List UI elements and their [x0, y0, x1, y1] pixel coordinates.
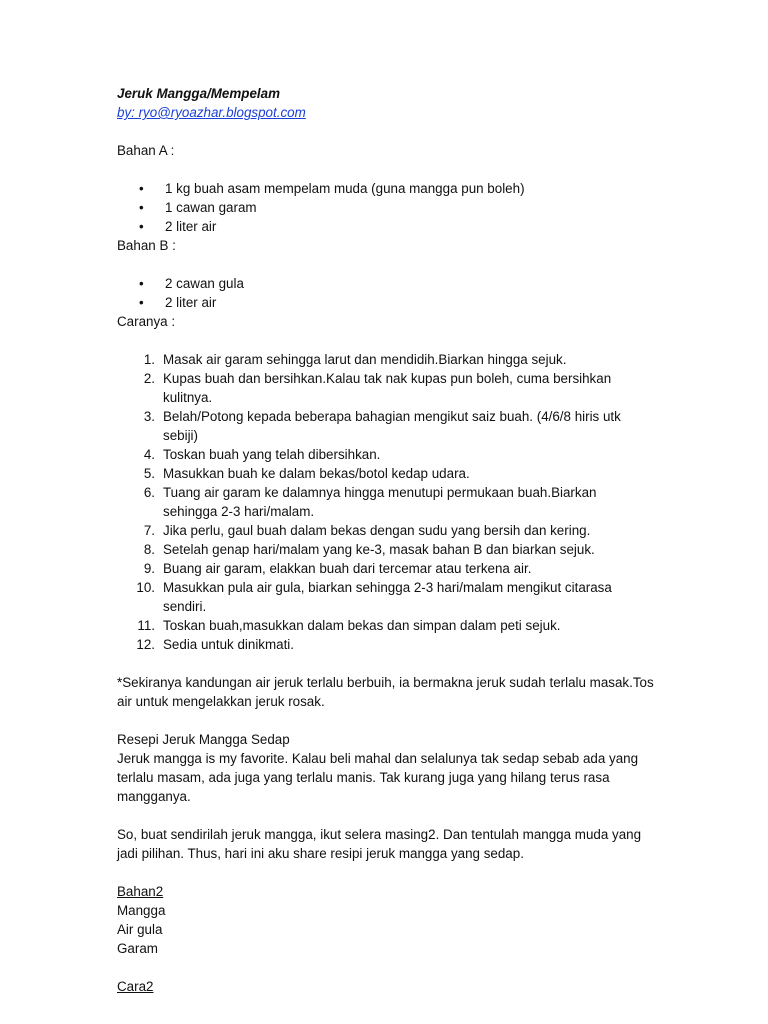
bahan2-item: Mangga [117, 903, 166, 918]
step-item: 10. Masukkan pula air gula, biarkan sehingga 2-3 hari/malam mengikut citarasa sendiri. [136, 580, 612, 614]
bullet-icon: • [139, 181, 144, 196]
resepi-paragraph-2: So, buat sendirilah jeruk mangga, ikut selera masing2. Dan tentulah mangga muda yang jadi pilihan. Thus, hari ini aku share resipi jeruk mangga yang sedap. [117, 827, 642, 861]
bahan-b-label: Bahan B : [117, 238, 176, 253]
list-item: • 2 liter air [139, 295, 217, 310]
resepi-paragraph-1: Jeruk mangga is my favorite. Kalau beli mahal dan selalunya tak sedap sebab ada yang terlalu masam, ada juga yang terlalu manis. Tak kurang juga yang hilang terus rasa mangganya. [117, 751, 639, 804]
note-paragraph: *Sekiranya kandungan air jeruk terlalu berbuih, ia bermakna jeruk sudah terlalu masak.Tos air untuk mengelakkan jeruk rosak. [117, 675, 654, 709]
bullet-icon: • [139, 200, 144, 215]
author-link[interactable]: by: ryo@ryoazhar.blogspot.com [117, 105, 306, 120]
resepi-heading: Resepi Jeruk Mangga Sedap [117, 732, 290, 747]
document-page [117, 84, 677, 996]
step-item: 2. Kupas buah dan bersihkan.Kalau tak nak kupas pun boleh, cuma bersihkan kulitnya. [143, 371, 612, 405]
step-item: 5. Masukkan buah ke dalam bekas/botol kedap udara. [143, 466, 470, 481]
step-item: 4. Toskan buah yang telah dibersihkan. [143, 447, 381, 462]
caranya-label: Caranya : [117, 314, 176, 329]
step-item: 1. Masak air garam sehingga larut dan mendidih.Biarkan hingga sejuk. [143, 352, 567, 367]
step-item: 6. Tuang air garam ke dalamnya hingga menutupi permukaan buah.Biarkan sehingga 2-3 hari/malam. [143, 485, 597, 519]
step-item: 3. Belah/Potong kepada beberapa bahagian mengikut saiz buah. (4/6/8 hiris utk sebiji) [143, 409, 621, 443]
bahan2-heading: Bahan2 [117, 884, 164, 899]
cara2-heading: Cara2 [117, 979, 154, 994]
step-item: 9. Buang air garam, elakkan buah dari tercemar atau terkena air. [143, 561, 532, 576]
step-item: 11. Toskan buah,masukkan dalam bekas dan simpan dalam peti sejuk. [137, 618, 561, 633]
bahan2-item: Air gula [117, 922, 163, 937]
bullet-icon: • [139, 276, 144, 291]
step-item: 8. Setelah genap hari/malam yang ke-3, masak bahan B dan biarkan sejuk. [143, 542, 595, 557]
document-title: Jeruk Mangga/Mempelam [117, 86, 280, 101]
bahan-b-list [117, 274, 677, 312]
list-item: • 1 cawan garam [139, 200, 257, 215]
bullet-icon: • [139, 295, 144, 310]
list-item: • 2 cawan gula [139, 276, 244, 291]
bahan-a-list [117, 179, 677, 236]
caranya-steps [117, 350, 677, 654]
list-item: • 1 kg buah asam mempelam muda (guna mangga pun boleh) [139, 181, 525, 196]
list-item: • 2 liter air [139, 219, 217, 234]
bahan2-item: Garam [117, 941, 158, 956]
step-item: 7. Jika perlu, gaul buah dalam bekas dengan sudu yang bersih dan kering. [143, 523, 591, 538]
bullet-icon: • [139, 219, 144, 234]
step-item: 12. Sedia untuk dinikmati. [136, 637, 295, 652]
bahan-a-label: Bahan A : [117, 143, 175, 158]
